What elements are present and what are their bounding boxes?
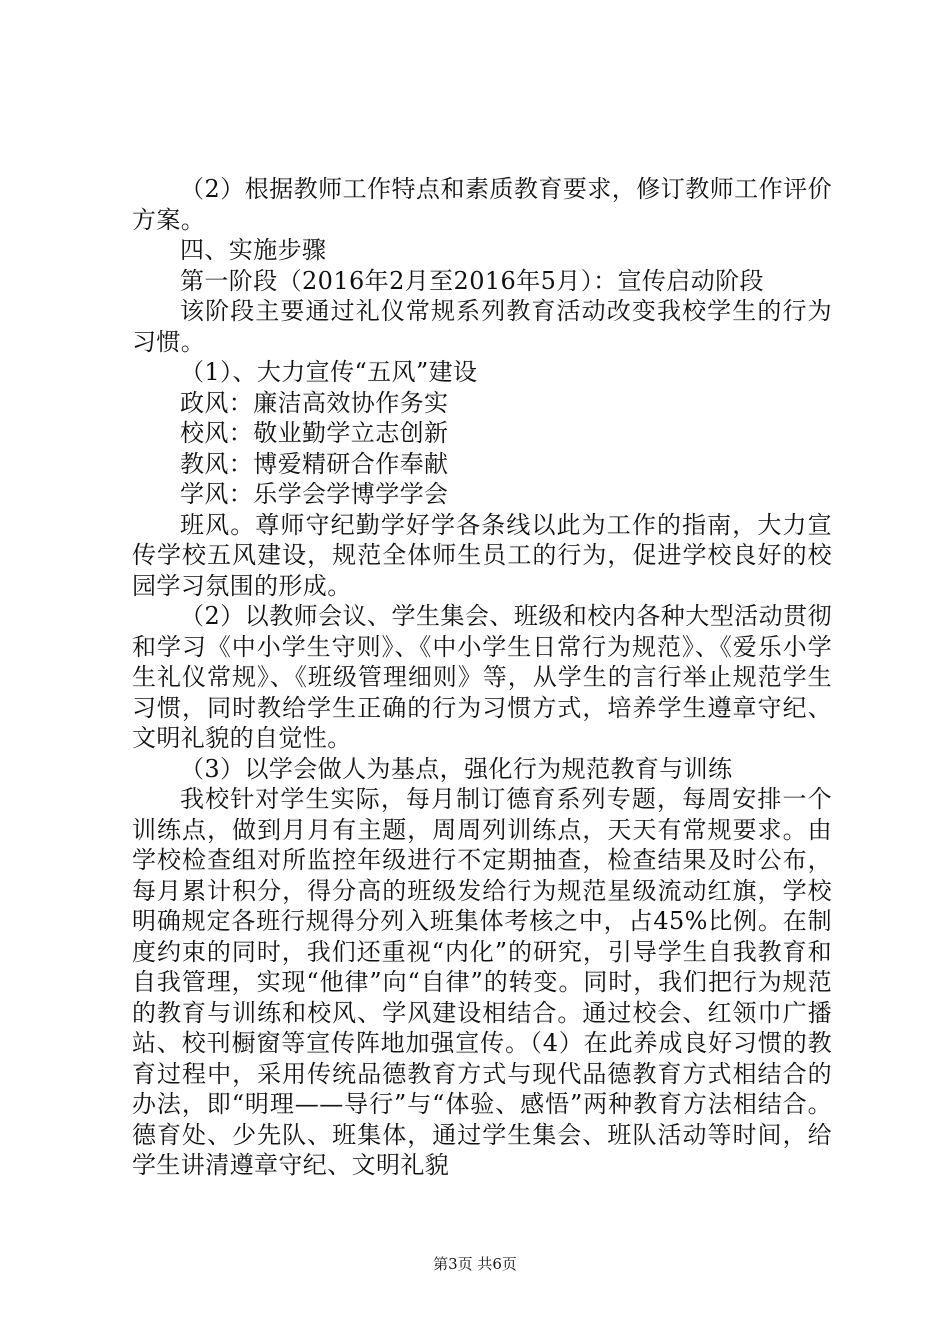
paragraph: 班风。尊师守纪勤学好学各条线以此为工作的指南，大力宣传学校五风建设，规范全体师生员工的行为，促进学校良好的校园学习氛围的形成。 — [132, 510, 832, 600]
section-heading: 四、实施步骤 — [180, 236, 327, 264]
list-item: 教风：博爱精研合作奉献 — [180, 449, 449, 478]
list-item: 政风：廉洁高效协作务实 — [180, 388, 449, 417]
list-item: 校风：敬业勤学立志创新 — [180, 419, 449, 447]
paragraph: 该阶段主要通过礼仪常规系列教育活动改变我校学生的行为习惯。 — [132, 297, 832, 356]
paragraph: （2）以教师会议、学生集会、班级和校内各种大型活动贯彻和学习《中小学生守则》、《中小学生日常行为规范》、《爱乐小学生礼仪常规》、《班级管理细则》等，从学生的言行举止规范学生习惯，同时教给学生正确的行为习惯方式，培养学生遵章守纪、文明礼貌的自觉性。 — [132, 602, 832, 752]
paragraph: 我校针对学生实际，每月制订德育系列专题，每周安排一个训练点，做到月月有主题，周周列训练点，天天有常规要求。由学校检查组对所监控年级进行不定期抽查，检查结果及时公布，每月累计积分，得分高的班级发给行为规范星级流动红旗，学校明确规定各班行规得分列入班集体考核之中，占45%比例。在制度约束的同时，我们还重视“内化”的研究，引导学生自我教育和自我管理，实现“他律”向“自律”的转变。同时，我们把行为规范的教育与训练和校风、学风建设相结合。通过校会、红领巾广播站、校刊橱窗等宣传阵地加强宣传。（4）在此养成良好习惯的教育过程中，采用传统品德教育方式与现代品德教育方式相结合的办法，即“明理——导行”与“体验、感悟”两种教育方法相结合。德育处、少先队、班集体，通过学生集会、班队活动等时间，给学生讲清遵章守纪、文明礼貌 — [132, 785, 832, 1179]
list-item: 学风：乐学会学博学学会 — [180, 480, 449, 508]
subheading: （3）以学会做人为基点，强化行为规范教育与训练 — [180, 754, 733, 783]
subheading: （1）、大力宣传“五风”建设 — [180, 358, 478, 386]
page-number-footer: 第3页 共6页 — [433, 1255, 517, 1273]
document-body — [132, 174, 832, 1181]
paragraph: （2）根据教师工作特点和素质教育要求，修订教师工作评价方案。 — [132, 175, 832, 234]
stage-heading: 第一阶段（2016年2月至2016年5月）：宣传启动阶段 — [180, 266, 764, 295]
